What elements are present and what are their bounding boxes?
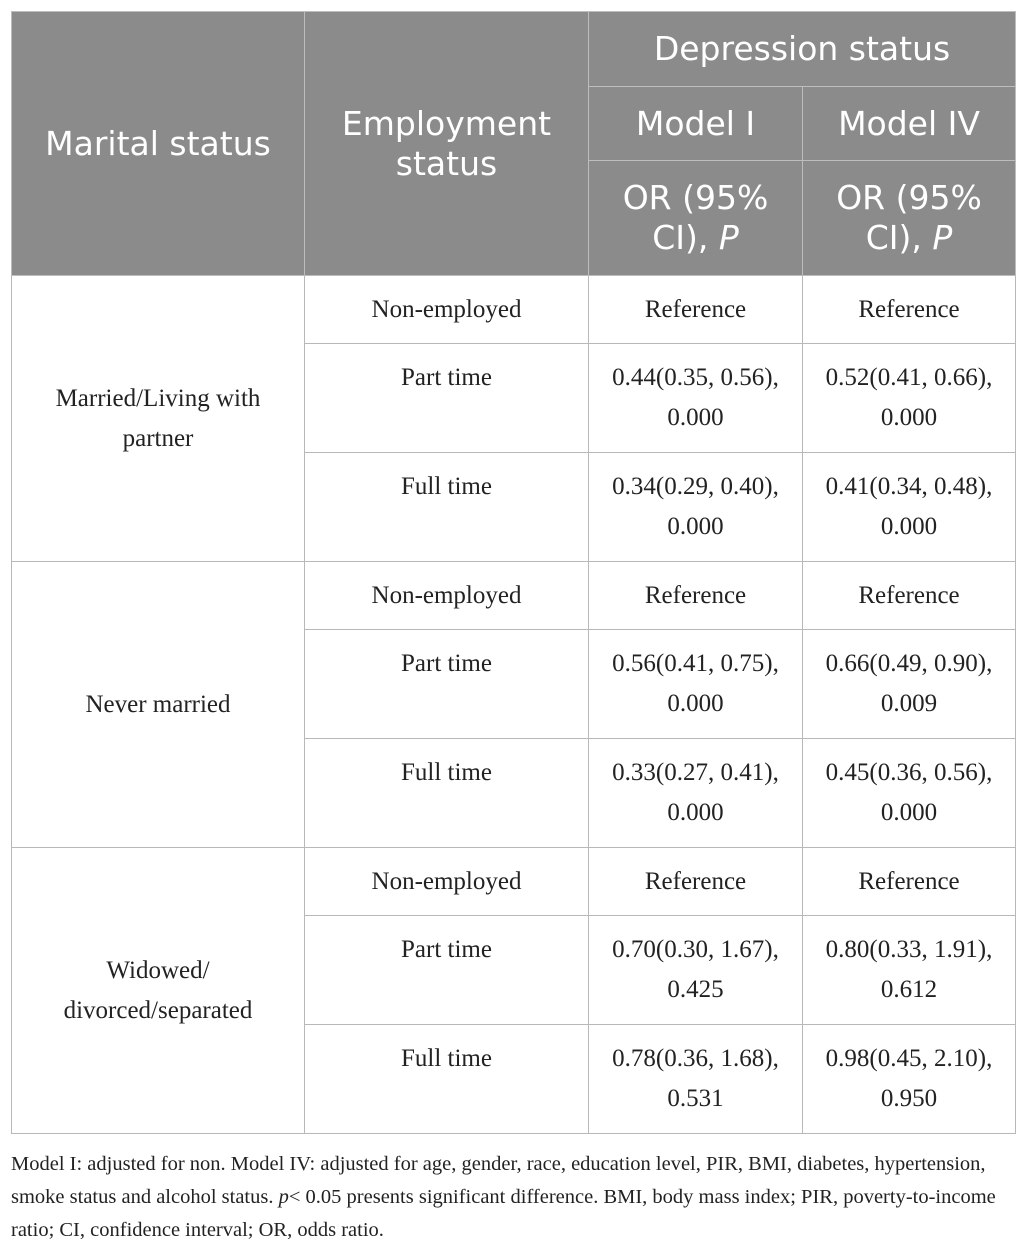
model-4-cell: 0.52(0.41, 0.66), 0.000: [803, 344, 1016, 453]
p-label: P: [718, 218, 739, 257]
employment-cell: Full time: [305, 1025, 589, 1134]
header-model-4-ci: [803, 161, 1016, 276]
model-4-cell: 0.80(0.33, 1.91), 0.612: [803, 916, 1016, 1025]
model-1-cell: 0.56(0.41, 0.75), 0.000: [589, 630, 803, 739]
model-4-cell: Reference: [803, 276, 1016, 344]
model-4-cell: Reference: [803, 848, 1016, 916]
footnote-p-symbol: p: [278, 1186, 289, 1208]
model-1-cell: Reference: [589, 848, 803, 916]
model-1-cell: Reference: [589, 562, 803, 630]
table-row: [12, 562, 1016, 630]
model-1-cell: 0.70(0.30, 1.67), 0.425: [589, 916, 803, 1025]
model-4-cell: Reference: [803, 562, 1016, 630]
model-4-cell: 0.41(0.34, 0.48), 0.000: [803, 453, 1016, 562]
table-row: [12, 276, 1016, 344]
table-footnote: [11, 1148, 1021, 1247]
employment-cell: Non-employed: [305, 848, 589, 916]
footnote-part-2: < 0.05 presents significant difference. BMI, body mass index; PIR, poverty-to-income ratio; CI, confidence interval; OR, odds ratio.: [11, 1186, 996, 1241]
ci-label: OR (95% CI),: [836, 178, 982, 257]
header-marital-status: Marital status: [12, 12, 305, 276]
results-table: [11, 11, 1016, 1134]
employment-cell: Part time: [305, 916, 589, 1025]
header-model-1: Model I: [589, 87, 803, 161]
table-row: [12, 848, 1016, 916]
model-1-cell: 0.34(0.29, 0.40), 0.000: [589, 453, 803, 562]
model-1-cell: 0.33(0.27, 0.41), 0.000: [589, 739, 803, 848]
employment-cell: Part time: [305, 630, 589, 739]
ci-label: OR (95% CI),: [622, 178, 769, 257]
group-label-never-married: Never married: [12, 562, 305, 848]
footnote-part-1: Model I: adjusted for non. Model IV: adjusted for age, gender, race, education level, PIR, BMI, diabetes, hypertension, smoke status and alcohol status.: [11, 1153, 986, 1208]
header-model-4: Model IV: [803, 87, 1016, 161]
p-label: P: [932, 218, 953, 257]
model-1-cell: 0.78(0.36, 1.68), 0.531: [589, 1025, 803, 1134]
employment-cell: Full time: [305, 739, 589, 848]
model-1-cell: Reference: [589, 276, 803, 344]
employment-cell: Part time: [305, 344, 589, 453]
employment-cell: Non-employed: [305, 562, 589, 630]
group-label-widowed: Widowed/ divorced/separated: [12, 848, 305, 1134]
model-4-cell: 0.98(0.45, 2.10), 0.950: [803, 1025, 1016, 1134]
employment-cell: Full time: [305, 453, 589, 562]
model-4-cell: 0.45(0.36, 0.56), 0.000: [803, 739, 1016, 848]
header-model-1-ci: [589, 161, 803, 276]
header-employment-status: Employment status: [305, 12, 589, 276]
group-label-married: Married/Living with partner: [12, 276, 305, 562]
model-4-cell: 0.66(0.49, 0.90), 0.009: [803, 630, 1016, 739]
model-1-cell: 0.44(0.35, 0.56), 0.000: [589, 344, 803, 453]
employment-cell: Non-employed: [305, 276, 589, 344]
results-table-container: [11, 11, 1015, 1134]
header-depression-status: Depression status: [589, 12, 1016, 87]
